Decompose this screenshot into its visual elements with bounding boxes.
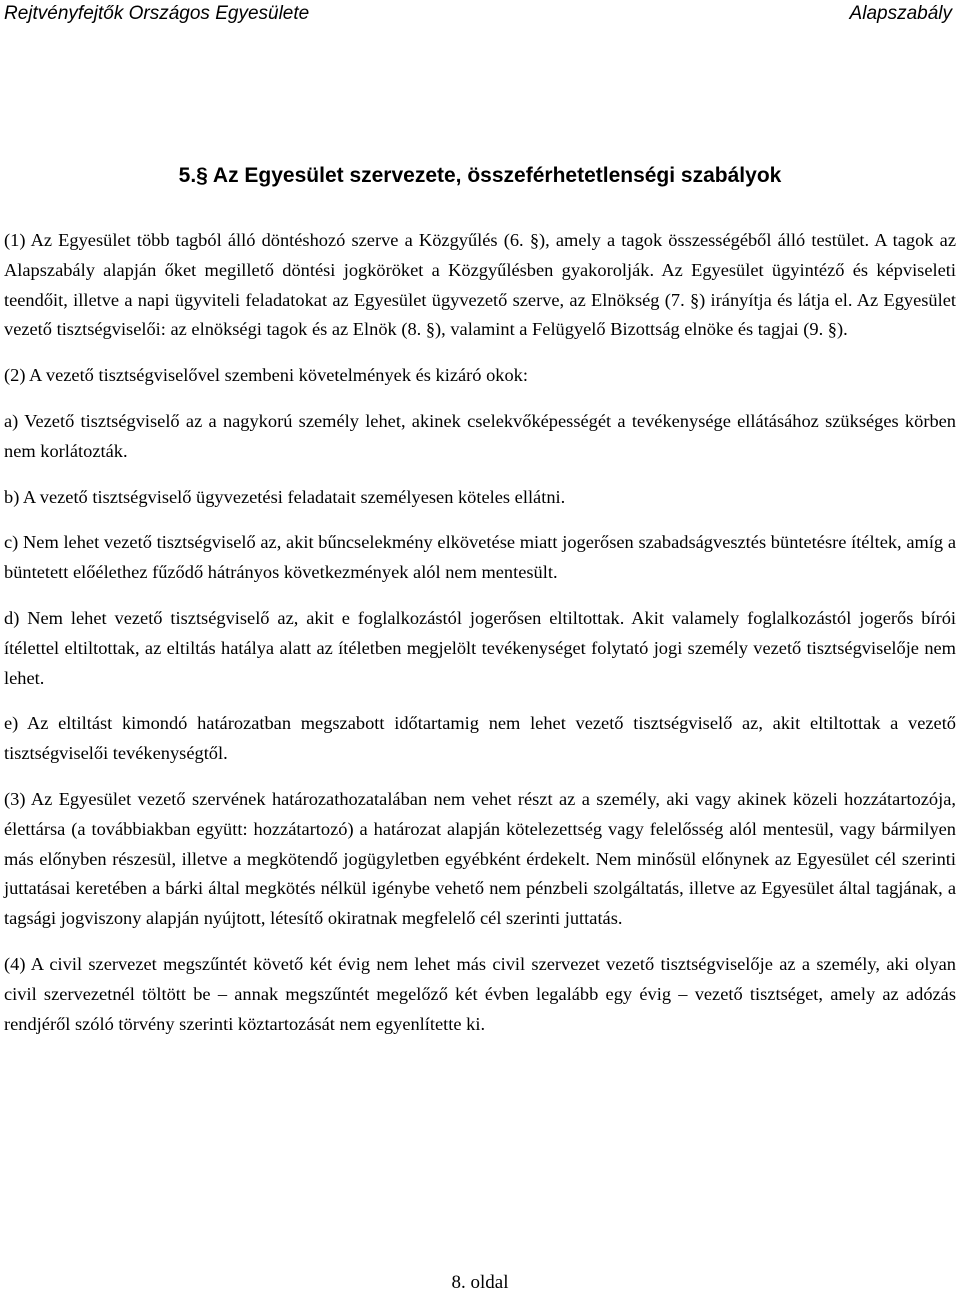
page-number: 8. oldal [451, 1272, 509, 1293]
paragraph-2b: b) A vezető tisztségviselő ügyvezetési feladatait személyesen köteles ellátni. [4, 486, 566, 507]
paragraph-3: (3) Az Egyesület vezető szervének határozathozatalában nem vehet részt az a személy, aki vagy akinek közeli hozzátartozója, élettársa (a továbbiakban együtt: hozzátartozó) a határozat alapján kötelezettség vagy felelősség alól mentesül, vagy bármilyen más előnyben részesül, illetve a megkötendő jogügyletben egyébként érdekelt. Nem minősül előnynek az Egyesület cél szerinti juttatásai keretében a bárki által megkötés nélkül igénybe vehető nem pénzbeli szolgáltatás, illetve az Egyesület által tagjának, a tagsági jogviszony alapján nyújtott, létesítő okiratnak megfelelő cél szerinti juttatás. [4, 788, 956, 929]
running-header [4, 2, 952, 26]
header-organization-name: Rejtvényfejtők Országos Egyesülete [4, 3, 310, 24]
paragraph-2a: a) Vezető tisztségviselő az a nagykorú személy lehet, akinek cselekvőképességét a tevékenysége ellátásához szükséges körben nem korlátozták. [4, 410, 956, 461]
paragraph-2e: e) Az eltiltást kimondó határozatban megszabott időtartamig nem lehet vezető tisztségviselő az, akit eltiltottak a vezető tisztségviselői tevékenységtől. [4, 713, 956, 764]
paragraph-2d: d) Nem lehet vezető tisztségviselő az, akit e foglalkozástól jogerősen eltiltottak. Akit valamely foglalkozástól jogerős bírói ítélettel eltiltottak, az eltiltás hatálya alatt az ítéletben megjelölt tevékenységet folytató jogi személy vezető tisztségviselője nem lehet. [4, 607, 956, 688]
section-title: 5.§ Az Egyesület szervezete, összeférhetetlenségi szabályok [178, 164, 782, 187]
paragraph-2c: c) Nem lehet vezető tisztségviselő az, akit bűncselekmény elkövetése miatt jogerősen szabadságvesztés büntetésre ítéltek, amíg a büntetett előélethez fűződő hátrányos következmények alól nem mentesült. [4, 532, 956, 583]
paragraph-1: (1) Az Egyesület több tagból álló döntéshozó szerve a Közgyűlés (6. §), amely a tagok összességéből álló testület. A tagok az Alapszabály alapján őket megillető döntési jogköröket a Közgyűlésben gyakorolják. Az Egyesület ügyintéző és képviseleti teendőit, illetve a napi ügyviteli feladatokat az Egyesület ügyvezető szerve, az Elnökség (7. §) irányítja és látja el. Az Egyesület vezető tisztségviselői: az elnökségi tagok és az Elnök (8. §), valamint a Felügyelő Bizottság elnöke és tagjai (9. §). [4, 230, 956, 340]
header-document-name: Alapszabály [849, 3, 952, 24]
paragraph-4: (4) A civil szervezet megszűntét követő két évig nem lehet más civil szervezet vezető tisztségviselője az a személy, aki olyan civil szervezetnél töltött be – annak megszűntét megelőző két évben legalább egy évig – vezető tisztséget, amely az adózás rendjéről szóló törvény szerinti köztartozását nem egyenlítette ki. [4, 953, 956, 1034]
document-body [4, 226, 956, 1055]
paragraph-2: (2) A vezető tisztségviselővel szembeni követelmények és kizáró okok: [4, 365, 528, 386]
